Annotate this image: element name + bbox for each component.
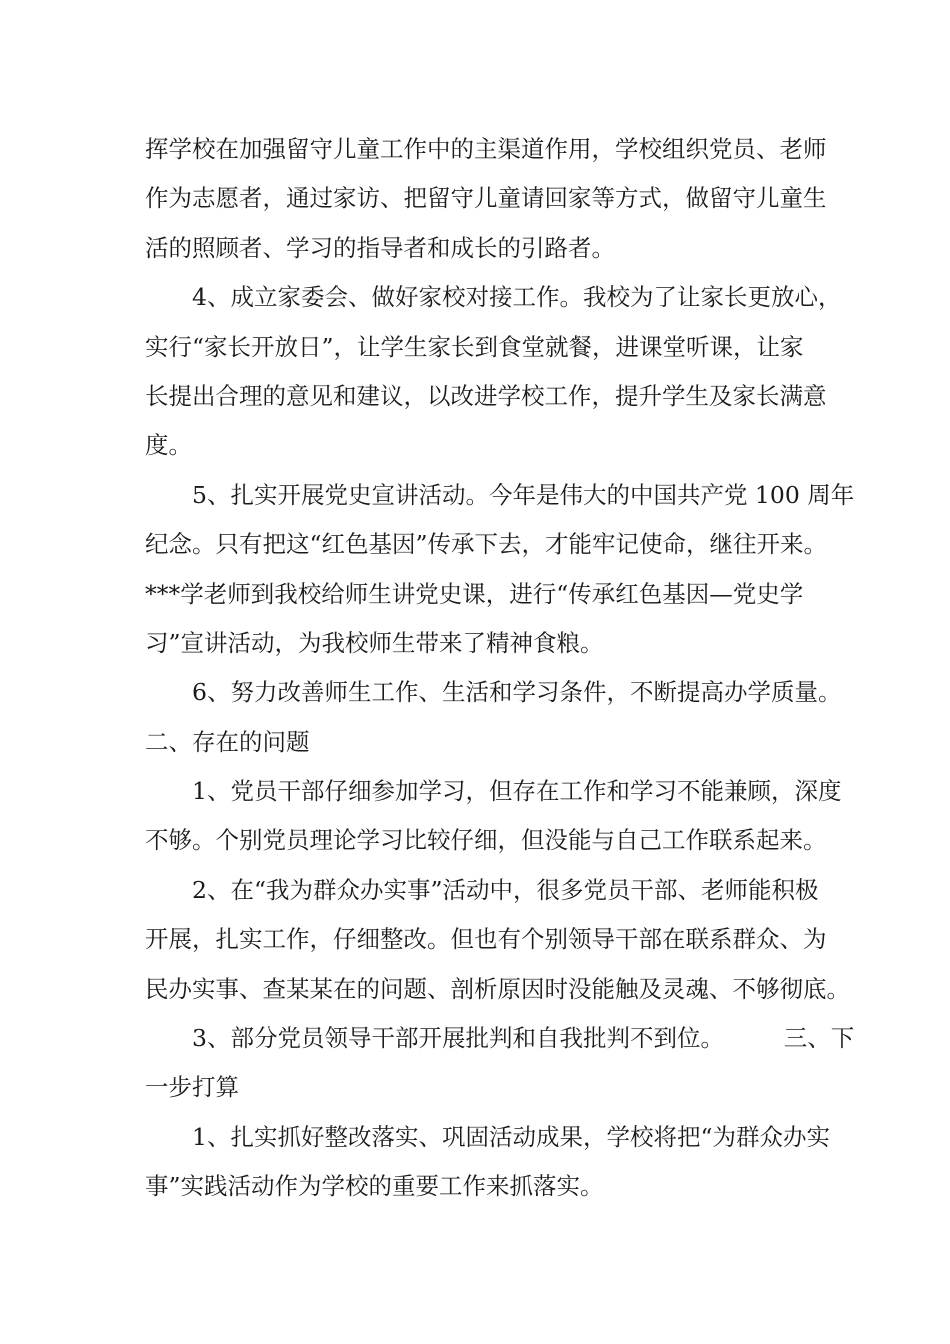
text-line: 6、努力改善师生工作、生活和学习条件，不断提高办学质量。 — [192, 678, 842, 707]
text-line: 习”宣讲活动，为我校师生带来了精神食粮。 — [145, 628, 604, 657]
text-line: 5、扎实开展党史宣讲活动。今年是伟大的中国共产党 100 周年 — [192, 480, 855, 509]
text-line: 事”实践活动作为学校的重要工作来抓落实。 — [145, 1172, 604, 1201]
document-body — [145, 125, 855, 1212]
text-line: 3、部分党员领导干部开展批判和自我批判不到位。 三、下 — [192, 1024, 855, 1053]
text-line: 4、成立家委会、做好家校对接工作。我校为了让家长更放心， — [192, 283, 842, 312]
text-line: 度。 — [145, 431, 192, 460]
section-heading: 二、存在的问题 — [145, 727, 310, 756]
text-line: 开展，扎实工作，仔细整改。但也有个别领导干部在联系群众、为 — [145, 925, 827, 954]
text-line: 1、党员干部仔细参加学习，但存在工作和学习不能兼顾，深度 — [192, 777, 842, 806]
text-line: 活的照顾者、学习的指导者和成长的引路者。 — [145, 233, 615, 262]
text-line: 2、在“我为群众办实事”活动中，很多党员干部、老师能积极 — [192, 875, 819, 904]
text-line: 实行“家长开放日”，让学生家长到食堂就餐，进课堂听课，让家 — [145, 332, 804, 361]
text-line: 一步打算 — [145, 1073, 239, 1102]
text-line: 作为志愿者，通过家访、把留守儿童请回家等方式，做留守儿童生 — [145, 184, 827, 213]
text-line: 1、扎实抓好整改落实、巩固活动成果，学校将把“为群众办实 — [192, 1122, 830, 1151]
text-line: 民办实事、查某某在的问题、剖析原因时没能触及灵魂、不够彻底。 — [145, 974, 850, 1003]
text-line: 不够。个别党员理论学习比较仔细，但没能与自己工作联系起来。 — [145, 826, 827, 855]
text-line: 长提出合理的意见和建议，以改进学校工作，提升学生及家长满意 — [145, 381, 827, 410]
text-line: ***学老师到我校给师生讲党史课，进行“传承红色基因—党史学 — [145, 579, 804, 608]
text-line: 挥学校在加强留守儿童工作中的主渠道作用，学校组织党员、老师 — [145, 135, 827, 163]
text-line: 纪念。只有把这“红色基因”传承下去，才能牢记使命，继往开来。 — [145, 530, 828, 559]
